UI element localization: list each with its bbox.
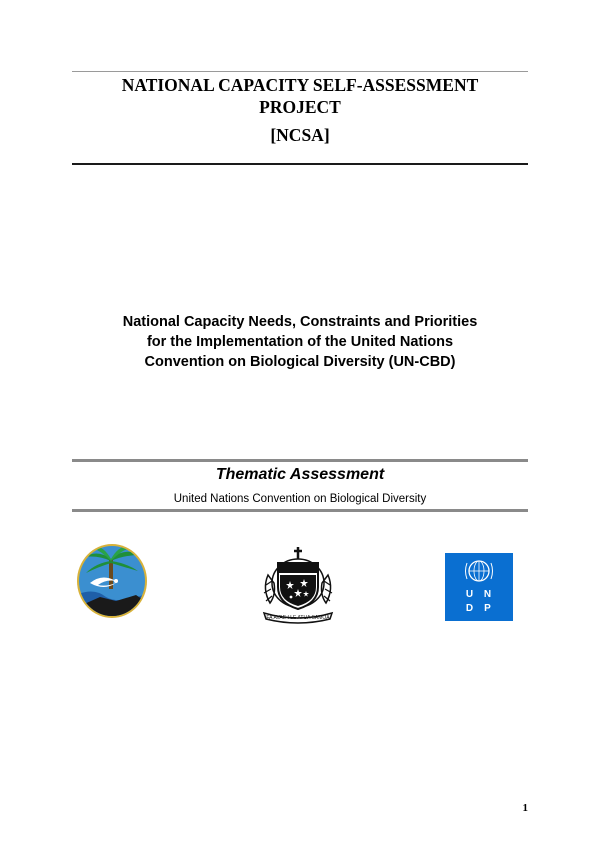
coat-of-arms-motto: FA'AVAE I LE ATUA SAMOA xyxy=(266,615,330,621)
subtitle-line1: National Capacity Needs, Constraints and Priorities xyxy=(122,314,478,330)
thematic-title: Thematic Assessment xyxy=(215,466,385,483)
subtitle-line3: Convention on Biological Diversity (UN-CBD) xyxy=(144,354,456,370)
thematic-subtitle: United Nations Convention on Biological Diversity xyxy=(173,493,427,505)
samoa-coat-of-arms-icon xyxy=(258,545,338,625)
undp-letter-p: P xyxy=(484,603,491,614)
project-abbreviation: [NCSA] xyxy=(270,125,330,145)
project-title-line2: PROJECT xyxy=(259,97,341,117)
project-title xyxy=(72,74,528,118)
header-rule xyxy=(72,163,528,165)
undp-letter-n: N xyxy=(483,589,492,600)
subtitle-line2: for the Implementation of the United Nations xyxy=(146,334,454,350)
project-title-line1: NATIONAL CAPACITY SELF-ASSESSMENT xyxy=(121,75,479,95)
undp-letter-u: U xyxy=(465,589,474,600)
thematic-bottom-rule xyxy=(72,509,528,512)
environment-ministry-logo-icon xyxy=(76,543,148,619)
document-subtitle xyxy=(72,312,528,372)
undp-letter-d: D xyxy=(465,603,474,614)
top-rule xyxy=(72,71,528,72)
thematic-top-rule xyxy=(72,459,528,462)
page-number: 1 xyxy=(522,802,528,814)
undp-logo-icon xyxy=(445,553,513,621)
